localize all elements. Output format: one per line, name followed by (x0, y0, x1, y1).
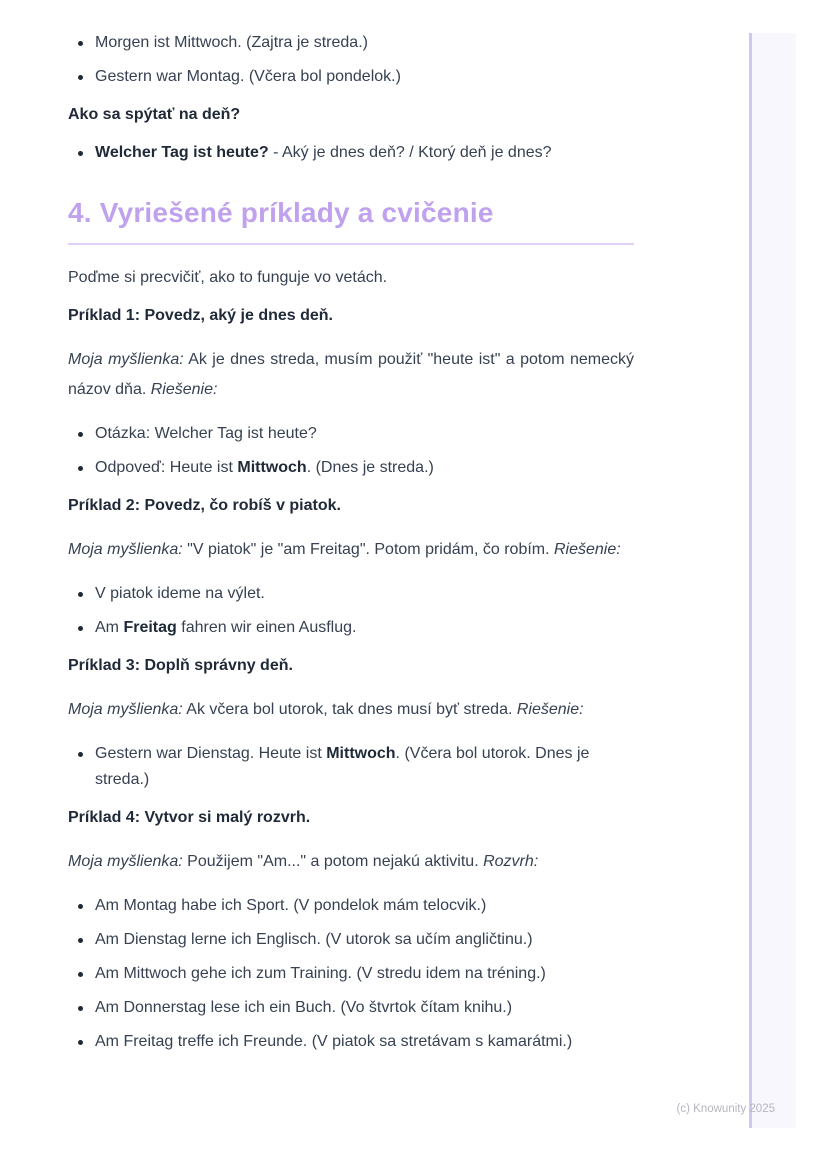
example-thought: Moja myšlienka: "V piatok" je "am Freitag". Potom pridám, čo robím. Riešenie: (68, 541, 621, 558)
section-intro: Poďme si precvičiť, ako to funguje vo vetách. (68, 269, 388, 286)
example-thought: Moja myšlienka: Použijem "Am..." a potom nejakú aktivitu. Rozvrh: (68, 853, 539, 870)
section-heading: 4. Vyriešené príklady a cvičenie (68, 196, 634, 245)
example-title: Príklad 3: Doplň správny deň. (68, 657, 293, 674)
list-item: Am Montag habe ich Sport. (V pondelok mám telocvik.) (95, 893, 634, 919)
bullet-list (68, 30, 634, 90)
example-title: Príklad 4: Vytvor si malý rozvrh. (68, 809, 311, 826)
document-content (68, 0, 634, 1067)
list-item: Odpoveď: Heute ist Mittwoch. (Dnes je streda.) (95, 455, 634, 481)
bullet-list (68, 741, 634, 793)
bullet-list (68, 421, 634, 481)
list-item: Am Dienstag lerne ich Englisch. (V utorok sa učím angličtinu.) (95, 927, 634, 953)
list-item: Morgen ist Mittwoch. (Zajtra je streda.) (95, 30, 634, 56)
list-item: Welcher Tag ist heute? - Aký je dnes deň? / Ktorý deň je dnes? (95, 140, 634, 166)
example-thought: Moja myšlienka: Ak je dnes streda, musím použiť "heute ist" a potom nemecký názov dňa. Riešenie: (68, 351, 635, 398)
list-item: Am Mittwoch gehe ich zum Training. (V stredu idem na tréning.) (95, 961, 634, 987)
bullet-list (68, 893, 634, 1055)
list-item: Gestern war Montag. (Včera bol pondelok.) (95, 64, 634, 90)
example-title: Príklad 2: Povedz, čo robíš v piatok. (68, 497, 341, 514)
list-item: V piatok ideme na výlet. (95, 581, 634, 607)
example-title: Príklad 1: Povedz, aký je dnes deň. (68, 307, 333, 324)
bullet-list (68, 581, 634, 641)
example-thought: Moja myšlienka: Ak včera bol utorok, tak dnes musí byť streda. Riešenie: (68, 701, 584, 718)
list-item: Am Donnerstag lese ich ein Buch. (Vo štvrtok čítam knihu.) (95, 995, 634, 1021)
list-item: Am Freitag fahren wir einen Ausflug. (95, 615, 634, 641)
question-heading: Ako sa spýtať na deň? (68, 106, 241, 123)
page-edge-strip (749, 33, 796, 1128)
copyright-footer: (c) Knowunity 2025 (676, 1103, 775, 1115)
list-item: Am Freitag treffe ich Freunde. (V piatok sa stretávam s kamarátmi.) (95, 1029, 634, 1055)
list-item: Otázka: Welcher Tag ist heute? (95, 421, 634, 447)
bullet-list (68, 140, 634, 166)
list-item: Gestern war Dienstag. Heute ist Mittwoch. (Včera bol utorok. Dnes je streda.) (95, 741, 634, 793)
